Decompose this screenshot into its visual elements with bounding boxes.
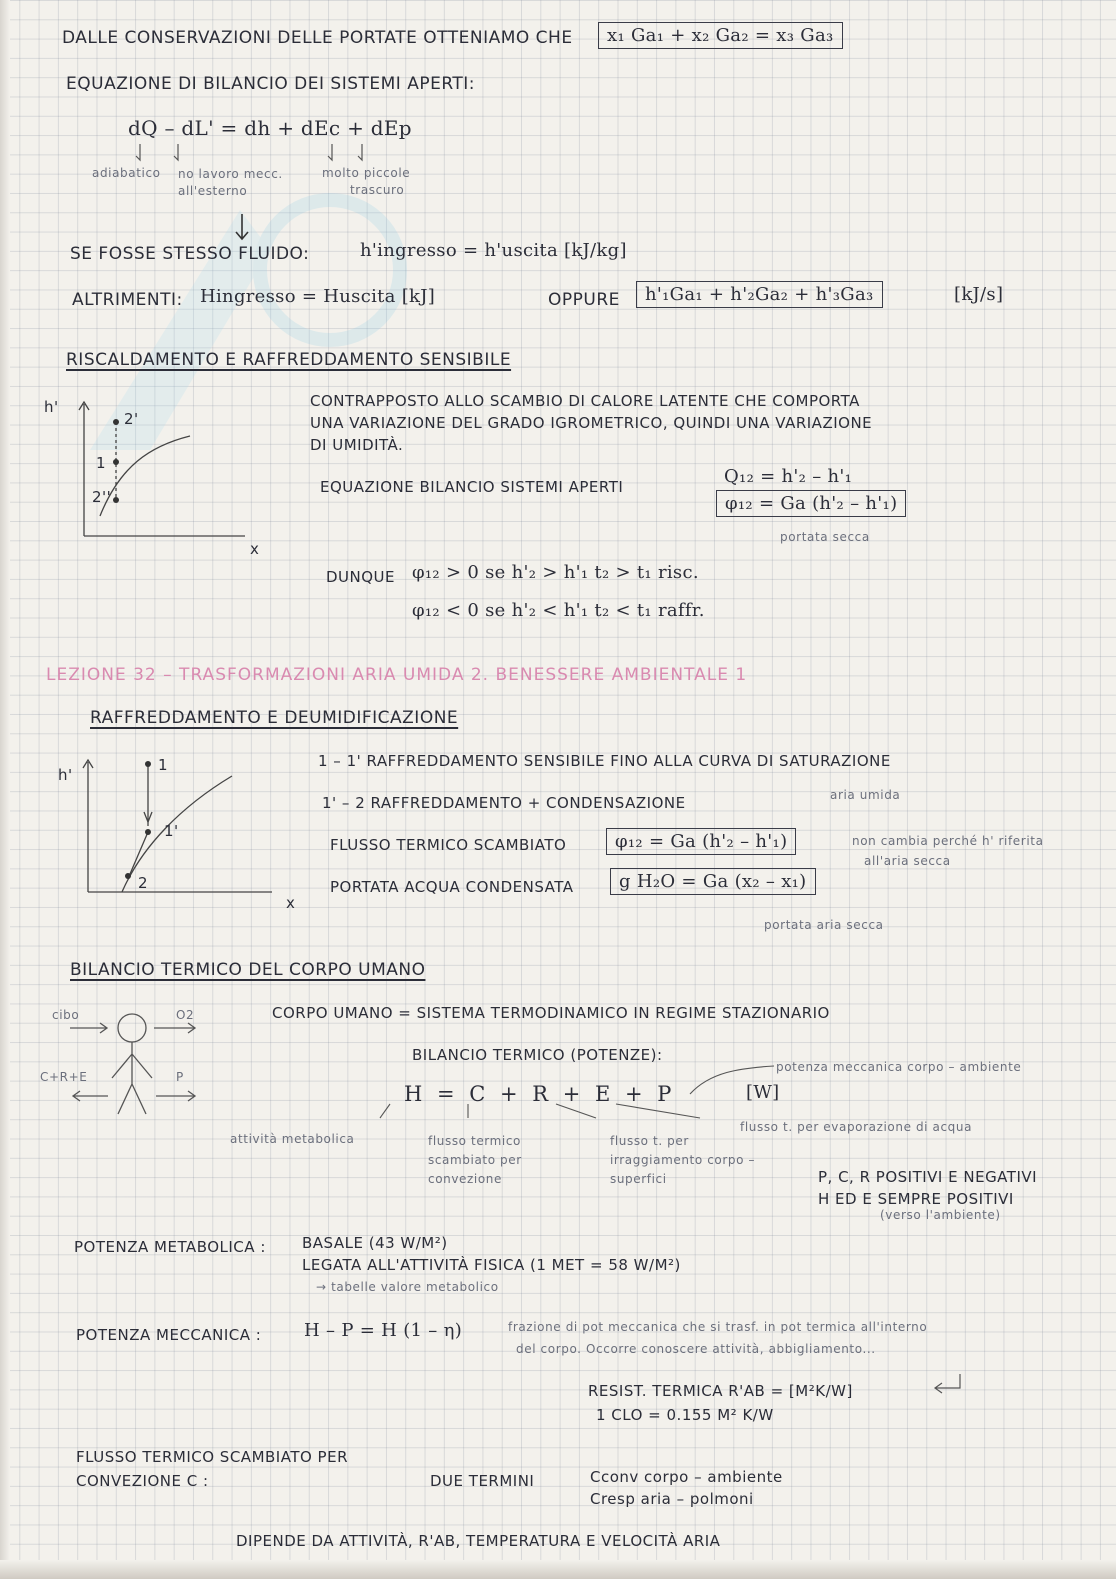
fig-cibo: cibo <box>52 1008 80 1022</box>
potenza-meccanica-desc-2: del corpo. Occorre conoscere attività, abbigliamento... <box>516 1342 876 1356</box>
altrimenti-equation-2: h'₁Ga₁ + h'₂Ga₂ + h'₃Ga₃ <box>636 281 883 308</box>
eq-phi12: φ₁₂ = Ga (h'₂ – h'₁) <box>716 490 906 517</box>
diagram-sensibile <box>60 396 270 556</box>
ann-lavoro: no lavoro mecc. all'esterno <box>178 167 283 198</box>
conservation-intro: DALLE CONSERVAZIONI DELLE PORTATE OTTENIAMO CHE <box>62 28 573 48</box>
stesso-fluido-label: SE FOSSE STESSO FLUIDO: <box>70 244 310 264</box>
page-edge-shadow <box>0 0 10 1579</box>
section-riscaldamento: RISCALDAMENTO E RAFFREDDAMENTO SENSIBILE <box>66 350 512 370</box>
axis-x-label-2: x <box>286 894 296 912</box>
eq-bilancio-label: EQUAZIONE BILANCIO SISTEMI APERTI <box>320 478 624 496</box>
diagram-deumidificazione <box>82 756 292 906</box>
heading-bilancio-aperti: EQUAZIONE DI BILANCIO DEI SISTEMI APERTI: <box>66 74 476 94</box>
oppure-text: OPPURE <box>548 290 620 310</box>
dipende-da: DIPENDE DA ATTIVITÀ, R'AB, TEMPERATURA E VELOCITÀ ARIA <box>236 1532 721 1550</box>
ann-potenza-meccanica: potenza meccanica corpo – ambiente <box>776 1060 1022 1074</box>
page-bottom-edge <box>0 1560 1116 1579</box>
portata-acqua-equation: g H₂O = Ga (x₂ – x₁) <box>610 868 816 895</box>
tabelle-metaboliche: → tabelle valore metabolico <box>316 1280 499 1294</box>
flusso-convezione-1: FLUSSO TERMICO SCAMBIATO PER <box>76 1448 349 1466</box>
altrimenti-label: ALTRIMENTI: <box>72 290 183 310</box>
down-arrow <box>232 212 252 242</box>
main-balance-unit: [W] <box>746 1082 780 1103</box>
ann-aria-umida: aria umida <box>830 788 901 802</box>
resistenza-termica: RESIST. TERMICA R'AB = [M²K/W] <box>588 1382 853 1400</box>
fig-cre: C+R+E <box>40 1070 88 1084</box>
point-2pp-label: 2'' <box>92 488 112 506</box>
flusso-note-1: non cambia perché h' riferita <box>852 834 1044 848</box>
cond-raffreddamento: φ₁₂ < 0 se h'₂ < h'₁ t₂ < t₁ raffr. <box>412 600 705 621</box>
ann-evaporazione: flusso t. per evaporazione di acqua <box>740 1120 973 1134</box>
portata-acqua-label: PORTATA ACQUA CONDENSATA <box>330 878 574 896</box>
axis-h-label: h' <box>44 398 59 416</box>
basale: BASALE (43 W/M²) <box>302 1234 448 1252</box>
step-2: 1' – 2 RAFFREDDAMENTO + CONDENSAZIONE <box>322 794 686 812</box>
stesso-fluido-equation: h'ingresso = h'uscita [kJ/kg] <box>360 240 627 261</box>
axis-h-label-2: h' <box>58 766 73 784</box>
point-1-label-2: 1 <box>158 756 169 774</box>
bilancio-potenze: BILANCIO TERMICO (POTENZE): <box>412 1046 663 1064</box>
point-2p-label: 2' <box>124 410 139 428</box>
altrimenti-unit: [kJ/s] <box>954 284 1004 305</box>
human-figure-sketch <box>44 1006 224 1126</box>
annotation-arrows-balance <box>360 1064 780 1124</box>
potenza-meccanica-label: POTENZA MECCANICA : <box>76 1326 262 1344</box>
potenza-metabolica-label: POTENZA METABOLICA : <box>74 1238 266 1256</box>
clo-definition: 1 CLO = 0.155 M² K/W <box>596 1406 774 1424</box>
ann-portata-secca: portata secca <box>780 530 870 544</box>
flusso-scambiato-equation: φ₁₂ = Ga (h'₂ – h'₁) <box>606 828 796 855</box>
section-corpo-umano: BILANCIO TERMICO DEL CORPO UMANO <box>70 960 426 980</box>
axis-x-label: x <box>250 540 260 558</box>
eq-q12: Q₁₂ = h'₂ – h'₁ <box>724 466 853 487</box>
fig-o2: O2 <box>176 1008 195 1022</box>
potenza-meccanica-desc-1: frazione di pot meccanica che si trasf. in pot termica all'interno <box>508 1320 928 1334</box>
main-balance-equation: H = C + R + E + P <box>404 1082 676 1106</box>
point-2-label: 2 <box>138 874 149 892</box>
ann-attivita-metabolica: attività metabolica <box>230 1132 355 1146</box>
desc-sensibile-1: CONTRAPPOSTO ALLO SCAMBIO DI CALORE LATENTE CHE COMPORTA <box>310 392 860 410</box>
ann-portata-aria-secca: portata aria secca <box>764 918 884 932</box>
segni-3: (verso l'ambiente) <box>880 1208 1001 1222</box>
desc-sensibile-3: DI UMIDITÀ. <box>310 436 404 454</box>
desc-sensibile-2: UNA VARIAZIONE DEL GRADO IGROMETRICO, QUINDI UNA VARIAZIONE <box>310 414 873 432</box>
due-termini: DUE TERMINI <box>430 1472 535 1490</box>
energy-balance-equation: dQ – dL' = dh + dEc + dEp <box>128 116 412 140</box>
ann-piccole: molto piccole <box>322 166 411 180</box>
flusso-note-2: all'aria secca <box>864 854 951 868</box>
legata-attivita: LEGATA ALL'ATTIVITÀ FISICA (1 MET = 58 W/M²) <box>302 1256 681 1274</box>
ann-trascuro: trascuro <box>350 183 405 197</box>
lesson-title: LEZIONE 32 – TRASFORMAZIONI ARIA UMIDA 2. BENESSERE AMBIENTALE 1 <box>46 665 748 685</box>
point-1p-label: 1' <box>164 822 179 840</box>
ann-adiabatico: adiabatico <box>92 166 161 180</box>
c-conv: Cconv corpo – ambiente <box>590 1468 783 1486</box>
segni-2: H ED E SEMPRE POSITIVI <box>818 1190 1014 1208</box>
step-1: 1 – 1' RAFFREDDAMENTO SENSIBILE FINO ALLA CURVA DI SATURAZIONE <box>318 752 891 770</box>
c-resp: Cresp aria – polmoni <box>590 1490 754 1508</box>
potenza-meccanica-equation: H – P = H (1 – η) <box>304 1320 463 1341</box>
flusso-scambiato-label: FLUSSO TERMICO SCAMBIATO <box>330 836 567 854</box>
flusso-convezione-2: CONVEZIONE C : <box>76 1472 209 1490</box>
cond-riscaldamento: φ₁₂ > 0 se h'₂ > h'₁ t₂ > t₁ risc. <box>412 562 699 583</box>
point-1-label: 1 <box>96 454 107 472</box>
dunque-label: DUNQUE <box>326 568 396 586</box>
ann-irraggiamento: flusso t. per irraggiamento corpo – superfici <box>610 1134 756 1186</box>
corpo-definizione: CORPO UMANO = SISTEMA TERMODINAMICO IN REGIME STAZIONARIO <box>272 1004 830 1022</box>
altrimenti-equation: Hingresso = Huscita [kJ] <box>200 286 436 307</box>
return-arrow <box>930 1372 970 1402</box>
fig-p: P <box>176 1070 184 1084</box>
segni-1: P, C, R POSITIVI E NEGATIVI <box>818 1168 1038 1186</box>
conservation-equation: x₁ Ga₁ + x₂ Ga₂ = x₃ Ga₃ <box>598 22 843 49</box>
section-deumidificazione: RAFFREDDAMENTO E DEUMIDIFICAZIONE <box>90 708 459 728</box>
ann-convezione: flusso termico scambiato per convezione <box>428 1134 522 1186</box>
